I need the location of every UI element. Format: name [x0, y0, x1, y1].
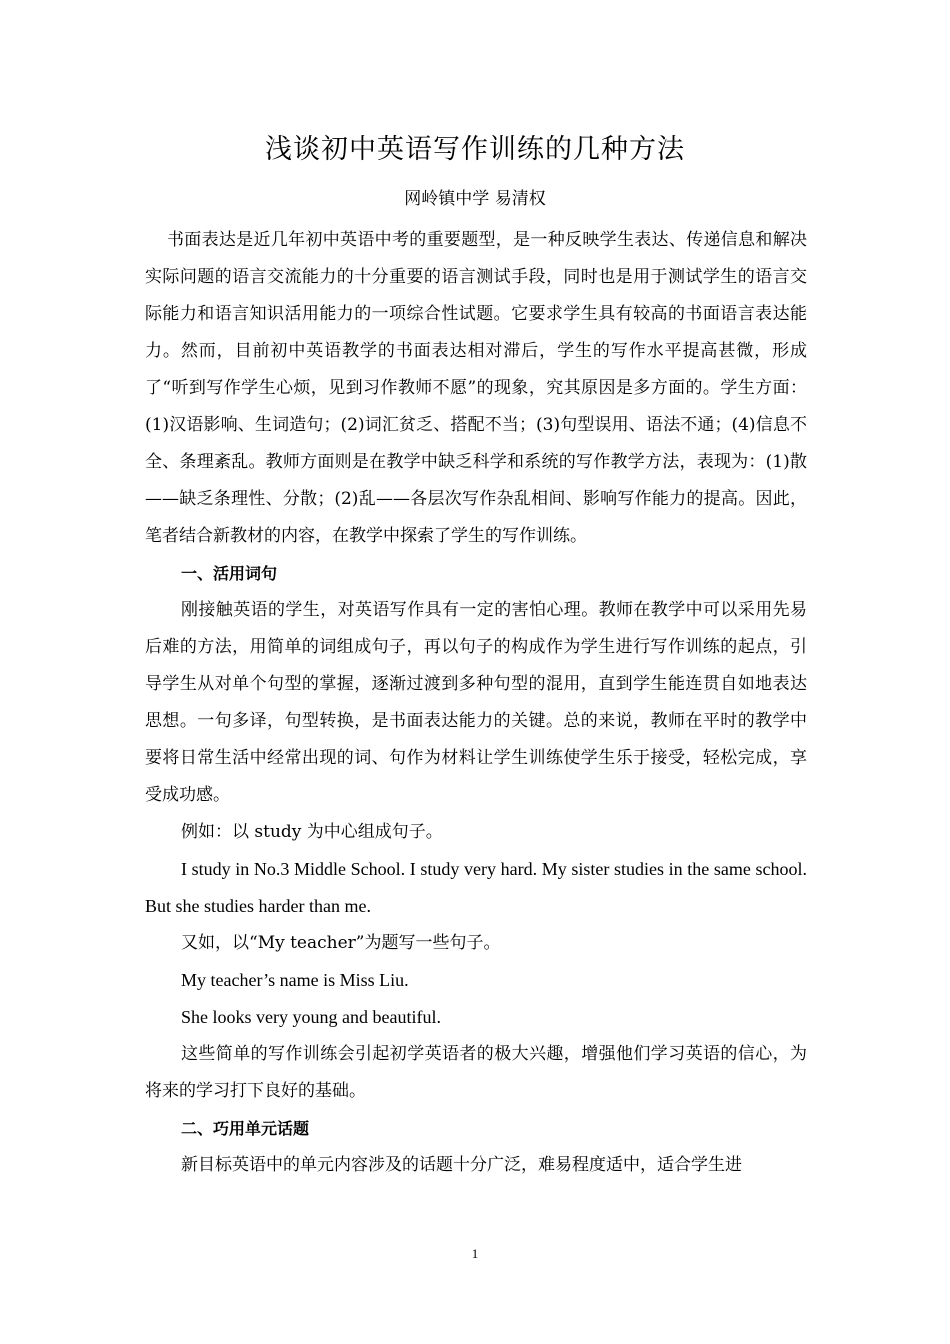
- section-1-conclusion: 这些简单的写作训练会引起初学英语者的极大兴趣，增强他们学习英语的信心，为将来的学习打下良好的基础。: [145, 1044, 807, 1101]
- intro-paragraph: 书面表达是近几年初中英语中考的重要题型，是一种反映学生表达、传递信息和解决实际问题的语言交流能力的十分重要的语言测试手段，同时也是用于测试学生的语言交际能力和语言知识活用能力的一项综合性试题。它要求学生具有较高的书面语言表达能力。然而，目前初中英语教学的书面表达相对滞后，学生的写作水平提高甚微，形成了“听到写作学生心烦，见到习作教师不愿”的现象，究其原因是多方面的。学生方面：(1)汉语影响、生词造句；(2)词汇贫乏、搭配不当；(3)句型误用、语法不通；(4)信息不全、条理紊乱。教师方面则是在教学中缺乏科学和系统的写作教学方法，表现为：(1)散——缺乏条理性、分散；(2)乱——各层次写作杂乱相间、影响写作能力的提高。因此，笔者结合新教材的内容，在教学中探索了学生的写作训练。: [145, 230, 807, 546]
- page-number: 1: [471, 1246, 479, 1261]
- document-body: [145, 222, 807, 1184]
- document-title: 浅谈初中英语写作训练的几种方法: [265, 134, 685, 165]
- example-2-line: 又如，以“My teacher”为题写一些句子。: [181, 933, 501, 953]
- section-2-paragraph: 新目标英语中的单元内容涉及的话题十分广泛，难易程度适中，适合学生进: [181, 1155, 742, 1175]
- section-heading-1: 一、活用词句: [181, 564, 278, 583]
- english-example-1: I study in No.3 Middle School. I study very hard. My sister studies in the same school. But she studies harder than me.: [145, 859, 807, 916]
- author-line: 网岭镇中学 易清权: [404, 189, 546, 209]
- english-example-3: She looks very young and beautiful.: [181, 1007, 441, 1027]
- english-example-2: My teacher’s name is Miss Liu.: [181, 970, 409, 990]
- example-1-line: 例如：以 study 为中心组成句子。: [181, 822, 443, 842]
- section-1-paragraph: 刚接触英语的学生，对英语写作具有一定的害怕心理。教师在教学中可以采用先易后难的方法，用简单的词组成句子，再以句子的构成作为学生进行写作训练的起点，引导学生从对单个句型的掌握，逐渐过渡到多种句型的混用，直到学生能连贯自如地表达思想。一句多译，句型转换，是书面表达能力的关键。总的来说，教师在平时的教学中要将日常生活中经常出现的词、句作为材料让学生训练使学生乐于接受，轻松完成，享受成功感。: [145, 600, 807, 805]
- section-heading-2: 二、巧用单元话题: [181, 1119, 310, 1138]
